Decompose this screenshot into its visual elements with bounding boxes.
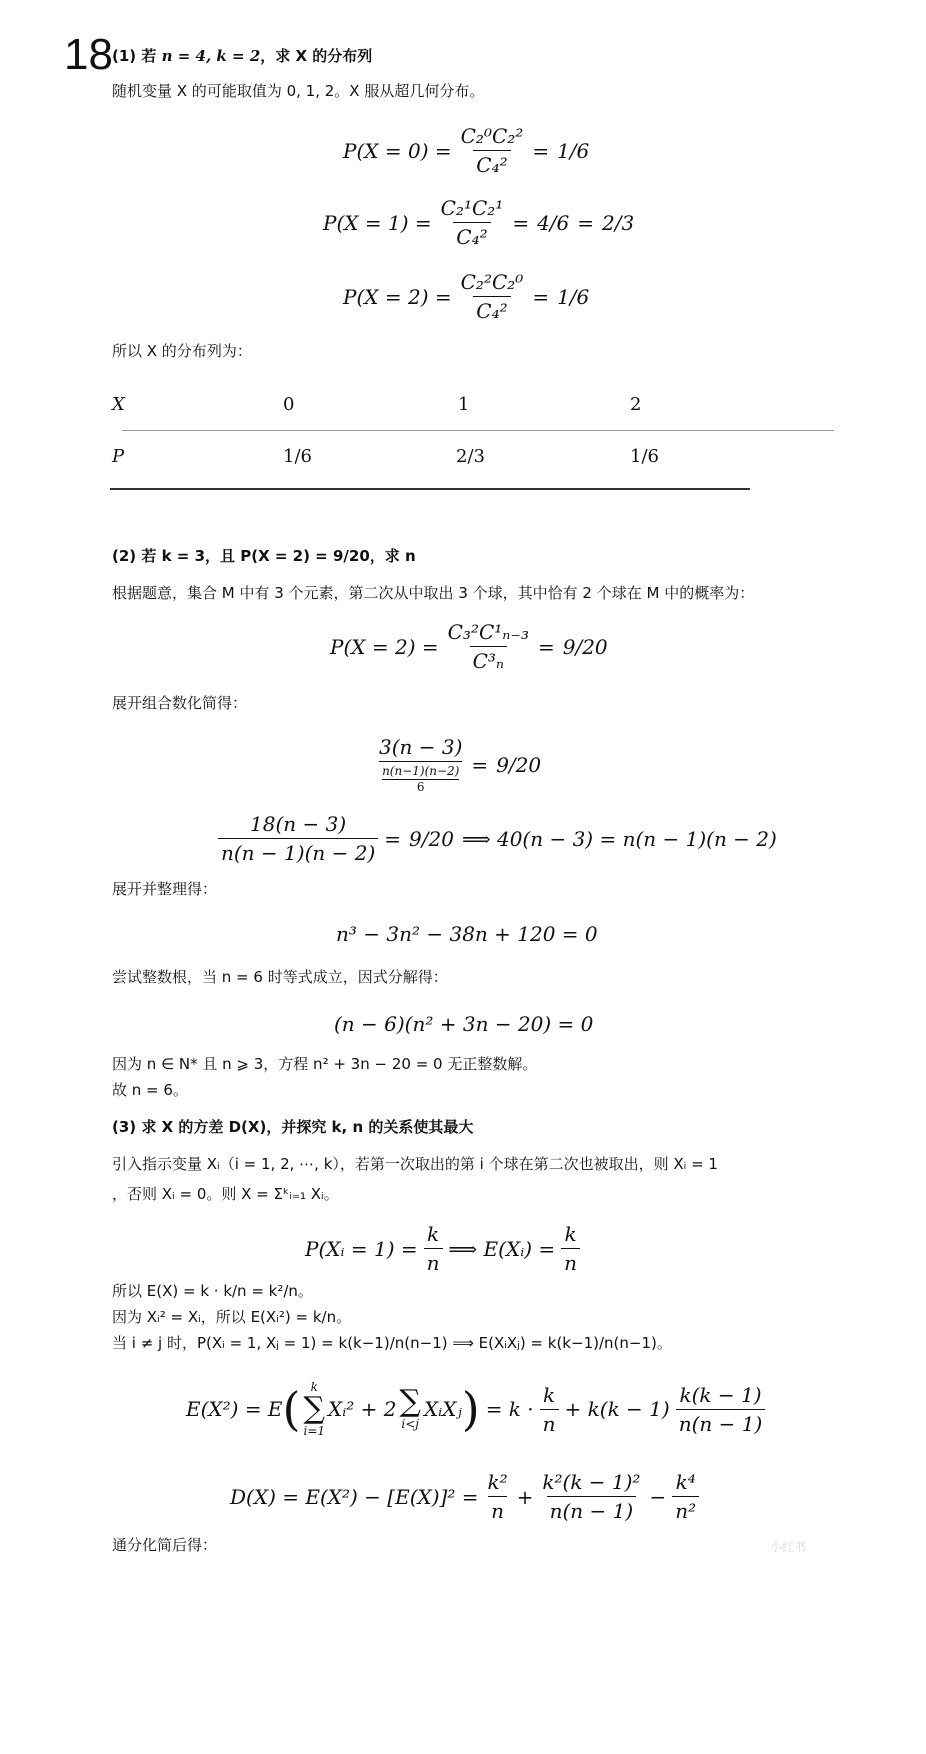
table-cell-p0: 1/6 — [283, 446, 312, 467]
part1-heading-prefix: (1) 若 — [112, 47, 157, 65]
step1-right: 9/20 — [496, 752, 542, 777]
arrange-label: 展开并整理得： — [112, 880, 218, 898]
factored-equation: (n − 6)(n² + 3n − 20) = 0 — [334, 1012, 594, 1036]
eq-indicator-den1: n — [424, 1248, 443, 1275]
eq-indicator — [305, 1222, 586, 1275]
conclusion-line: 故 n = 6。 — [112, 1081, 188, 1099]
ex2-sum2-bottom: i<j — [401, 1417, 420, 1431]
eq-p1-right: 2/3 — [602, 210, 635, 235]
eq-p2-left: P(X = 2) = — [343, 284, 452, 309]
part1-heading-math: n = 4, k = 2 — [161, 47, 261, 65]
part2-heading: (2) 若 k = 3，且 P(X = 2) = 9/20，求 n — [112, 547, 416, 565]
eq-part2-prob: P(X = 2) = $\frac{\text{C₃²C¹ₙ₋₃}}{\text{C³ₙ}}$ = 9/20 — [330, 620, 608, 673]
part3-intro-line2: ，否则 Xᵢ = 0。则 X = Σᵏᵢ₌₁ Xᵢ。 — [112, 1185, 339, 1203]
step2-mid: 9/20 — [409, 826, 454, 851]
ex2-term1: Xᵢ² + 2 — [328, 1397, 397, 1421]
final-label: 通分化简后得： — [112, 1536, 218, 1554]
eq-p1-den: C₄² — [453, 222, 490, 249]
step1-num: 3(n − 3) — [379, 735, 463, 759]
ex2-term2: XᵢXⱼ — [423, 1397, 462, 1421]
ex2-right2: + k(k − 1) — [564, 1397, 670, 1421]
eq-p1: P(X = 1) = $\frac{\text{C₂¹C₂¹}}{\text{C₄²}}$ = 4/6 = 2/3 — [323, 196, 635, 249]
eq-indicator-den2: n — [561, 1248, 580, 1275]
step2-right: ⟹ 40(n − 3) = n(n − 1)(n − 2) — [461, 826, 777, 851]
step2-den: n(n − 1)(n − 2) — [218, 838, 378, 865]
question-number: 18 — [64, 30, 113, 79]
eq-indicator-left: P(Xᵢ = 1) = — [305, 1236, 418, 1261]
ex2-right1: = k · — [485, 1397, 534, 1421]
cubic-equation: n³ − 3n² − 38n + 120 = 0 — [336, 922, 598, 946]
ex2-sum1-top: k — [310, 1380, 318, 1394]
ex2-kn-num: k — [543, 1382, 556, 1407]
eq-step1: 3(n − 3) n(n−1)(n−2) 6 = 9/20 — [370, 735, 541, 794]
dx-left: D(X) = E(X²) − [E(X)]² = — [230, 1484, 479, 1509]
table-header-1: 1 — [458, 394, 470, 415]
eq-p0: P(X = 0) = $\frac{\text{C₂⁰C₂²}}{\text{C₄²}}$ = 1/6 — [343, 124, 590, 177]
part3-heading: (3) 求 X 的方差 D(X)，并探究 k, n 的关系使其最大 — [112, 1118, 474, 1136]
eq-part2-left: P(X = 2) = — [330, 634, 439, 659]
eq-p2-den: C₄² — [473, 296, 510, 323]
eq-p0-den: C₄² — [473, 150, 510, 177]
part3-intro-line1: 引入指示变量 Xᵢ（i = 1, 2, ⋯, k），若第一次取出的第 i 个球在第二次也被取出，则 Xᵢ = 1 — [112, 1155, 718, 1173]
table-divider — [122, 430, 834, 431]
eq-part2-num: C₃²C¹ₙ₋₃ — [447, 620, 529, 644]
step2-num: 18(n − 3) — [250, 812, 347, 836]
try-label: 尝试整数根，当 n = 6 时等式成立，因式分解得： — [112, 968, 448, 986]
eq-p2-num: C₂²C₂⁰ — [460, 270, 524, 294]
table-cell-p2: 1/6 — [630, 446, 659, 467]
eq-ex2: E(X²) = E ( k ∑ i=1 Xᵢ² + 2 ∑ i<j XᵢXⱼ ) = k · $\frac{k}{n}$ + k(k − 1) $\frac{k(k - 1)}{n(n - 1)}$ — [186, 1380, 771, 1438]
table-intro: 所以 X 的分布列为： — [112, 342, 252, 360]
dx-f2-den: n(n − 1) — [547, 1496, 637, 1523]
dx-f1-den: n — [488, 1496, 507, 1523]
eq-p0-right: 1/6 — [557, 138, 590, 163]
step1-den-bottom: 6 — [416, 780, 425, 794]
dx-plus: + — [516, 1484, 534, 1509]
part1-intro: 随机变量 X 的可能取值为 0, 1, 2。X 服从超几何分布。 — [112, 82, 485, 100]
expand-label: 展开组合数化简得： — [112, 694, 248, 712]
dx-f3-den: n² — [672, 1496, 699, 1523]
eq-indicator-mid: ⟹ E(Xᵢ) = — [448, 1236, 556, 1261]
part1-heading — [112, 45, 372, 66]
eq-dx — [230, 1470, 705, 1523]
ex2-frac-num: k(k − 1) — [679, 1382, 762, 1407]
table-header-0: 0 — [283, 394, 295, 415]
table-header-x: X — [112, 394, 125, 415]
eq-indicator-num1: k — [427, 1222, 440, 1246]
part2-sentence: 根据题意，集合 M 中有 3 个元素，第二次从中取出 3 个球，其中恰有 2 个球在 M 中的概率为： — [112, 584, 755, 602]
reason-line: 因为 n ∈ N* 且 n ⩾ 3，方程 n² + 3n − 20 = 0 无正整数解。 — [112, 1055, 538, 1073]
table-bottom-rule — [110, 488, 750, 490]
watermark-logo: 小红书 — [770, 1540, 807, 1554]
step1-den-top: n(n−1)(n−2) — [382, 764, 460, 778]
line-ij: 当 i ≠ j 时，P(Xᵢ = 1, Xⱼ = 1) = k(k−1)/n(n−1) ⟹ E(XᵢXⱼ) = k(k−1)/n(n−1)。 — [112, 1334, 672, 1352]
dx-f3-num: k⁴ — [675, 1470, 696, 1494]
dx-f1-num: k² — [487, 1470, 508, 1494]
table-cell-p1: 2/3 — [456, 446, 485, 467]
eq-part2-den: C³ₙ — [470, 646, 507, 673]
dx-minus: − — [649, 1484, 667, 1509]
ex2-left: E(X²) = E — [186, 1397, 283, 1421]
eq-p1-left: P(X = 1) = — [323, 210, 432, 235]
line-xi2: 因为 Xᵢ² = Xᵢ，所以 E(Xᵢ²) = k/n。 — [112, 1308, 352, 1326]
line-ex: 所以 E(X) = k · k/n = k²/n。 — [112, 1282, 313, 1300]
eq-p0-left: P(X = 0) = — [343, 138, 452, 163]
table-header-2: 2 — [630, 394, 642, 415]
eq-step2: $\frac{18(n - 3)}{n(n - 1)(n - 2)}$ = 9/20 ⟹ 40(n − 3) = n(n − 1)(n − 2) — [212, 812, 777, 865]
eq-p0-num: C₂⁰C₂² — [460, 124, 524, 148]
sum-symbol-2: ∑ — [399, 1384, 421, 1419]
ex2-frac-den: n(n − 1) — [676, 1409, 766, 1436]
eq-p2-right: 1/6 — [557, 284, 590, 309]
ex2-sum1-bottom: i=1 — [303, 1424, 326, 1438]
dx-f2-num: k²(k − 1)² — [542, 1470, 641, 1494]
eq-p2: P(X = 2) = $\frac{\text{C₂²C₂⁰}}{\text{C₄²}}$ = 1/6 — [343, 270, 590, 323]
eq-p1-mid: 4/6 — [537, 210, 570, 235]
ex2-kn-den: n — [540, 1409, 559, 1436]
eq-indicator-num2: k — [564, 1222, 577, 1246]
eq-p1-num: C₂¹C₂¹ — [440, 196, 504, 220]
eq-part2-right: 9/20 — [562, 634, 608, 659]
part1-heading-suffix: ，求 X 的分布列 — [260, 47, 373, 65]
table-row-p: P — [112, 446, 125, 467]
sum-symbol-1: ∑ — [303, 1391, 325, 1426]
